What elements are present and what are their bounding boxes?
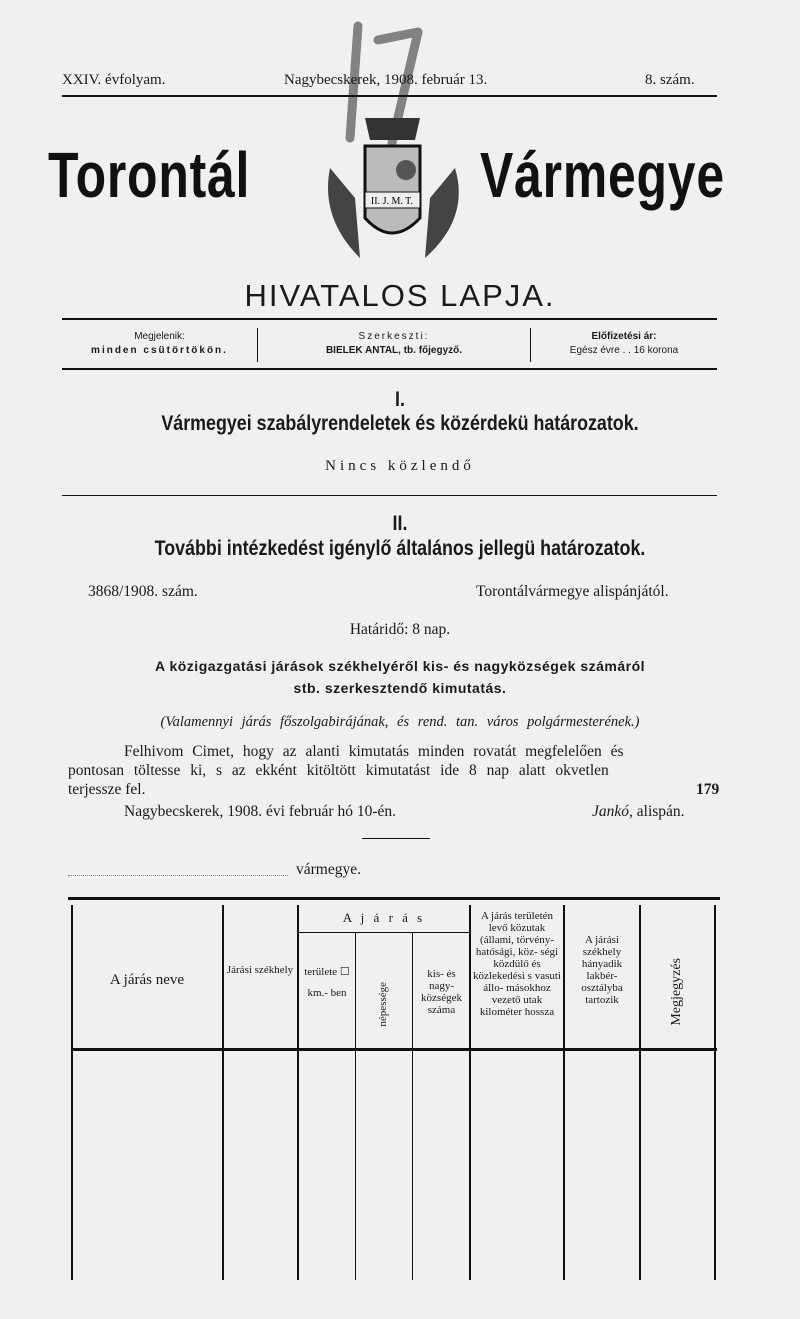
issue-number: 8. szám.: [645, 72, 695, 88]
page-ref: 179: [696, 781, 720, 798]
signer-title: , alispán.: [629, 803, 685, 820]
editor-value: BIELEK ANTAL, tb. főjegyző.: [325, 345, 463, 356]
price-box: [531, 330, 717, 358]
decree-number: 3868/1908. szám.: [88, 583, 198, 600]
col-area: területe ☐ km.- ben: [304, 966, 350, 999]
decree-title-2: stb. szerkesztendő kimutatás.: [293, 680, 507, 696]
section-1-numeral: I.: [395, 388, 405, 411]
decree-from: Torontálvármegye alispánjától.: [476, 583, 669, 600]
decree-body-3: terjessze fel.: [68, 781, 146, 798]
decree-addressee: (Valamennyi járás főszolgabirájának, és rend. tan. város polgármesterének.): [160, 714, 640, 730]
col-population: népessége: [377, 982, 389, 1027]
decree-body-1: Felhivom Cimet, hogy az alanti kimutatás minden rovatát megfelelően és: [124, 743, 624, 760]
decree-body-2: pontosan töltesse ki, s az ekként kitöltött kimutatást ide 8 nap alatt okvetlen: [68, 762, 609, 779]
col-district-group: A j á r á s: [342, 910, 426, 925]
appears-label: Megjelenik:: [134, 331, 185, 342]
decree-deadline: Határidő: 8 nap.: [349, 621, 451, 638]
title-left: Torontál: [48, 139, 251, 211]
section-2-heading: További intézkedést igénylő általános jellegü határozatok.: [154, 537, 646, 560]
col-roads: A járás területén levő közutak (állami, törvény- hatósági, köz- ségi közdülő és közlekedési s vasuti állo- másokhoz vezető utak kilométer hossza: [473, 910, 561, 1018]
title-right: Vármegye: [480, 139, 725, 211]
editor-label: Szerkeszti:: [358, 331, 430, 342]
coat-of-arms-icon: [310, 108, 475, 273]
county-blank: vármegye.: [296, 861, 361, 878]
decree-signature: [592, 803, 685, 821]
col-district-name: A járás neve: [109, 972, 185, 988]
col-villages: kis- és nagy- községek száma: [421, 968, 462, 1016]
decree-place-date: Nagybecskerek, 1908. évi február hó 10-én.: [124, 803, 397, 820]
volume: XXIV. évfolyam.: [62, 72, 166, 88]
section-2-numeral: II.: [392, 512, 408, 535]
appears-box: [62, 330, 257, 358]
editor-box: [258, 330, 530, 358]
appears-value: minden csütörtökön.: [91, 345, 228, 356]
price-label: Előfizetési ár:: [591, 331, 657, 342]
col-remarks: Megjegyzés: [669, 958, 684, 1026]
subtitle: HIVATALOS LAPJA.: [244, 278, 556, 313]
crest-text: II. J. M. T.: [370, 196, 414, 207]
signer-name: Jankó: [592, 803, 630, 820]
price-value: Egész évre . . 16 korona: [569, 345, 679, 356]
place-date: Nagybecskerek, 1908. február 13.: [284, 72, 488, 88]
col-district-seat: Járási székhely: [226, 964, 294, 976]
col-rent-class: A járási székhely hányadik lakbér- osztályba tartozik: [581, 934, 623, 1006]
section-1-note: Nincs közlendő: [325, 458, 475, 474]
section-1-heading: Vármegyei szabályrendeletek és közérdekü határozatok.: [161, 412, 639, 435]
decree-title-1: A közigazgatási járások székhelyéről kis- és nagyközségek számáról: [154, 658, 646, 674]
